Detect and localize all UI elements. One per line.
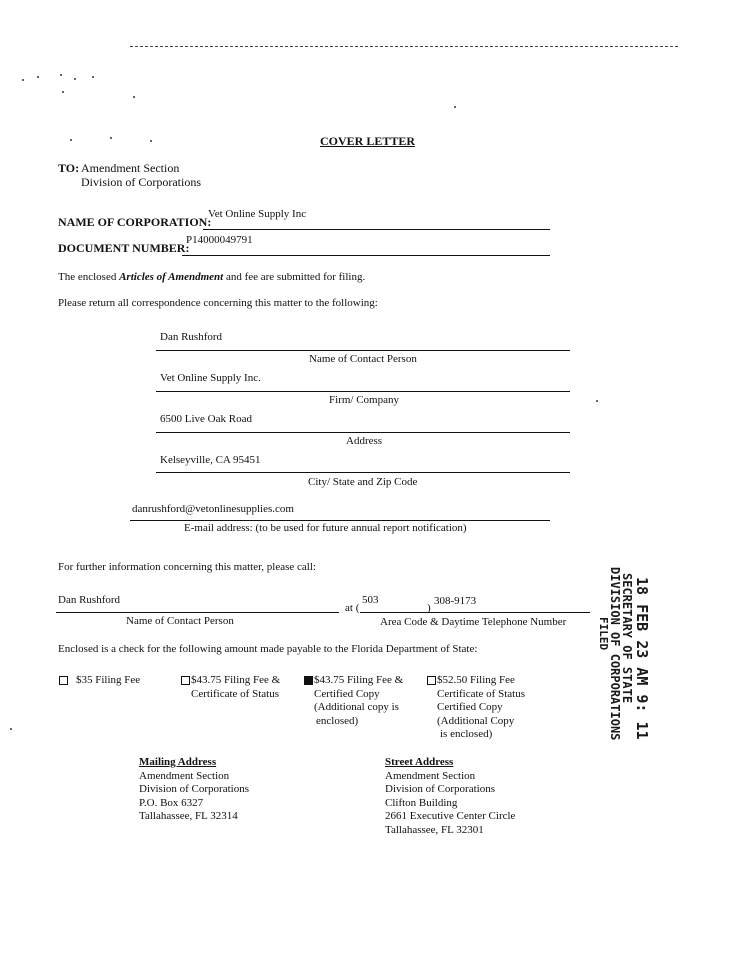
- phone-contact-label: Name of Contact Person: [126, 615, 234, 627]
- enclosed-suffix: and fee are submitted for filing.: [223, 271, 366, 283]
- street-address-line: Amendment Section: [385, 769, 476, 782]
- scan-speck: [110, 137, 112, 139]
- fee-option-line: is enclosed): [440, 728, 493, 741]
- phone-at-label: at (: [345, 602, 360, 614]
- fee-option-43-75-certified-copy: [314, 674, 403, 728]
- document-number-underline: [182, 255, 550, 256]
- stamp-line-3: FILED: [597, 617, 610, 651]
- fee-option-line: Certificate of Status: [191, 687, 279, 700]
- address-value: 6500 Live Oak Road: [160, 413, 252, 425]
- stamp-date: 18 FEB 23 AM 9: 11: [633, 577, 651, 740]
- fee-checkbox-43-75-certificate[interactable]: [181, 676, 190, 685]
- filed-stamp: [597, 565, 650, 740]
- fee-option-43-75-certificate: [191, 674, 280, 701]
- fee-option-line: (Additional copy is: [314, 701, 399, 714]
- to-line-1: Amendment Section: [81, 161, 180, 175]
- email-underline: [130, 520, 550, 521]
- fee-option-52-50: [437, 674, 525, 742]
- page-title: COVER LETTER: [320, 134, 416, 148]
- city-state-zip-label: City/ State and Zip Code: [308, 476, 418, 488]
- return-instructions: Please return all correspondence concerning this matter to the following:: [58, 297, 378, 309]
- firm-underline: [156, 391, 570, 392]
- city-state-zip-value: Kelseyville, CA 95451: [160, 454, 261, 466]
- street-address-line: 2661 Executive Center Circle: [385, 810, 516, 823]
- scan-artifact-line: [130, 46, 678, 47]
- street-address-heading: Street Address: [385, 756, 454, 768]
- email-label: E-mail address: (to be used for future annual report notification): [184, 522, 467, 534]
- mailing-address-line: P.O. Box 6327: [139, 796, 204, 809]
- fee-option-line: $52.50 Filing Fee: [437, 674, 515, 686]
- email-value: danrushford@vetonlinesupplies.com: [132, 503, 294, 515]
- fee-option-line: (Additional Copy: [437, 714, 515, 727]
- enclosed-prefix: The enclosed: [58, 271, 120, 283]
- phone-contact-underline: [56, 612, 339, 613]
- fee-option-line: $43.75 Filing Fee &: [314, 674, 404, 686]
- stamp-line-1: SECRETARY OF STATE: [620, 573, 634, 704]
- address-underline: [156, 432, 570, 433]
- scan-speck: [454, 106, 456, 108]
- fee-option-35: [76, 674, 140, 688]
- scan-speck: [60, 74, 62, 76]
- fee-option-35-line: $35 Filing Fee: [76, 674, 141, 686]
- phone-contact-name: Dan Rushford: [58, 594, 121, 606]
- scan-speck: [74, 78, 76, 80]
- document-number-label: DOCUMENT NUMBER:: [58, 241, 190, 255]
- fee-checkbox-52-50[interactable]: [427, 676, 436, 685]
- street-address-line: Clifton Building: [385, 796, 458, 809]
- scan-speck: [92, 76, 94, 78]
- phone-close-paren: ): [427, 602, 431, 614]
- further-info-text: For further information concerning this matter, please call:: [58, 561, 316, 573]
- check-statement: Enclosed is a check for the following amount made payable to the Florida Department of State:: [58, 643, 478, 655]
- enclosed-emphasis: Articles of Amendment: [119, 271, 224, 283]
- mailing-address-line: Tallahassee, FL 32314: [139, 810, 238, 823]
- document-number-value: P14000049791: [186, 234, 253, 246]
- scan-speck: [133, 96, 135, 98]
- phone-number-label: Area Code & Daytime Telephone Number: [380, 616, 567, 628]
- mailing-address-line: Amendment Section: [139, 769, 230, 782]
- fee-option-line: Certified Copy: [314, 687, 380, 700]
- scan-speck: [62, 91, 64, 93]
- corporation-label: NAME OF CORPORATION:: [58, 215, 212, 229]
- firm-label: Firm/ Company: [329, 394, 399, 406]
- street-address-line: Division of Corporations: [385, 783, 495, 796]
- scan-speck: [37, 76, 39, 78]
- fee-option-line: Certificate of Status: [437, 687, 525, 700]
- street-address-line: Tallahassee, FL 32301: [385, 823, 484, 836]
- phone-area-code: 503: [362, 594, 379, 606]
- phone-number-underline: [360, 612, 590, 613]
- corporation-underline: [203, 229, 550, 230]
- scan-speck: [10, 728, 12, 730]
- to-label: TO:: [58, 161, 80, 175]
- phone-number: 308-9173: [434, 595, 477, 607]
- address-label: Address: [346, 435, 383, 447]
- fee-checkbox-43-75-certified-copy[interactable]: [304, 676, 313, 685]
- stamp-line-2: DIVISION OF CORPORATIONS: [608, 567, 622, 741]
- mailing-address-heading: Mailing Address: [139, 756, 217, 768]
- mailing-address-line: Division of Corporations: [139, 783, 249, 796]
- mailing-address: [139, 756, 249, 824]
- contact-name-underline: [156, 350, 570, 351]
- fee-checkbox-35[interactable]: [59, 676, 68, 685]
- scan-speck: [22, 79, 24, 81]
- scan-speck: [596, 400, 598, 402]
- scan-speck: [150, 140, 152, 142]
- corporation-value: Vet Online Supply Inc: [208, 208, 307, 220]
- city-state-zip-underline: [156, 472, 570, 473]
- fee-option-line: $43.75 Filing Fee &: [191, 674, 281, 686]
- to-line-2: Division of Corporations: [81, 175, 201, 189]
- contact-name-value: Dan Rushford: [160, 331, 223, 343]
- scan-speck: [70, 139, 72, 141]
- enclosed-statement: [58, 271, 365, 283]
- fee-option-line: enclosed): [316, 714, 359, 727]
- firm-value: Vet Online Supply Inc.: [160, 372, 261, 384]
- street-address: [385, 756, 515, 838]
- fee-option-line: Certified Copy: [437, 701, 503, 714]
- contact-name-label: Name of Contact Person: [309, 353, 417, 365]
